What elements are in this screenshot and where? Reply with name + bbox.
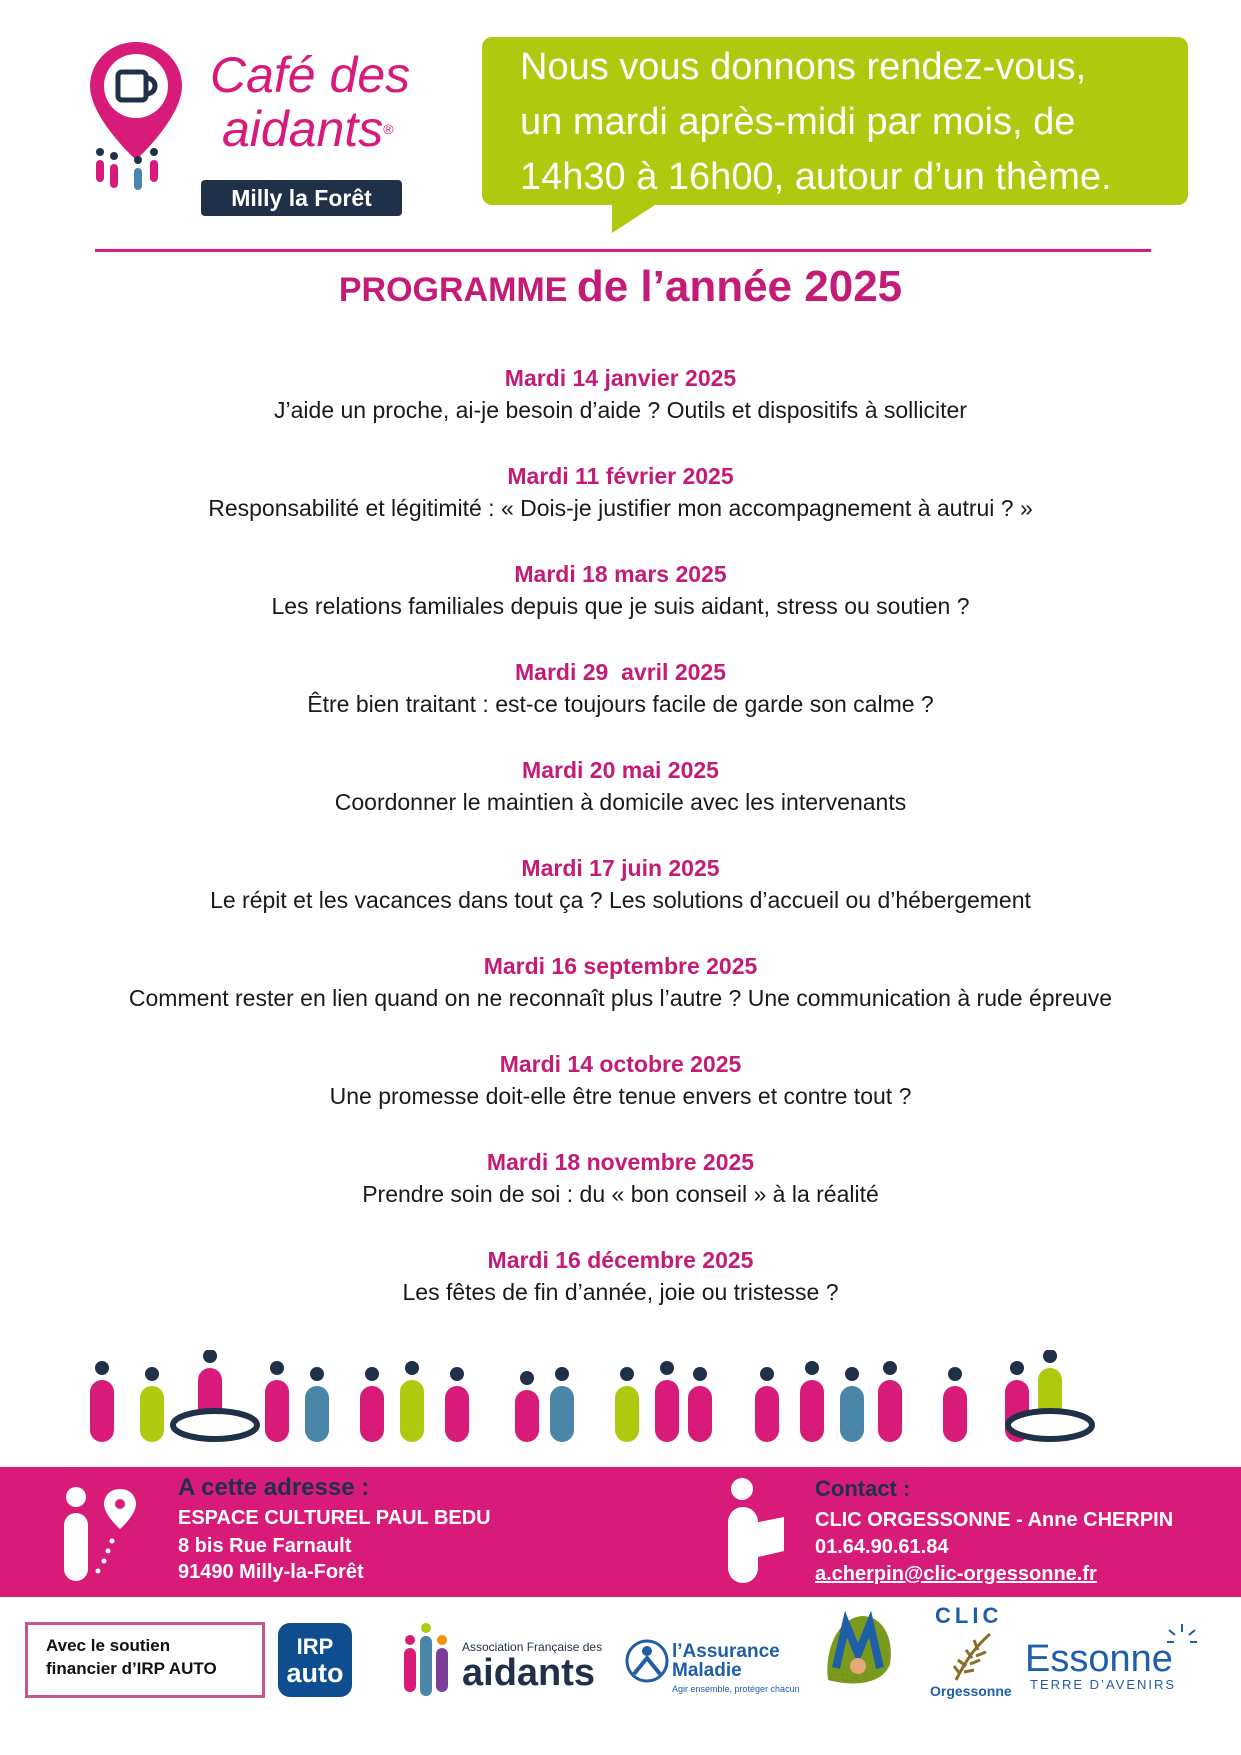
person-body: [360, 1386, 384, 1442]
list-item: [0, 950, 1241, 1014]
person-head: [760, 1367, 774, 1381]
event-date: Mardi 16 septembre 2025: [483, 953, 758, 979]
person-body: [878, 1380, 902, 1442]
contact-label: Contact :: [815, 1476, 911, 1501]
afa-people-icon: [396, 1620, 458, 1702]
person-body: [90, 1380, 114, 1442]
person-body: [800, 1380, 824, 1442]
list-item: [0, 656, 1241, 720]
event-date: Mardi 18 mars 2025: [514, 561, 727, 587]
logo-title-line2: aidants: [222, 101, 384, 157]
logo-title: [210, 48, 410, 156]
bubble-line: Nous vous donnons rendez-vous,: [520, 46, 1087, 88]
person-body: [943, 1386, 967, 1442]
person-body: [265, 1380, 289, 1442]
person-body: [550, 1386, 574, 1442]
person-head: [520, 1371, 534, 1385]
page-title-part1: PROGRAMME: [338, 271, 577, 309]
person-body: [755, 1386, 779, 1442]
event-list: [0, 362, 1241, 1342]
essonne-sun-icon: [1165, 1622, 1199, 1656]
person-body: [615, 1386, 639, 1442]
event-date: Mardi 14 octobre 2025: [499, 1051, 742, 1077]
list-item: [0, 362, 1241, 426]
person-head: [450, 1367, 464, 1381]
assurance-maladie-emblem-icon: [624, 1636, 670, 1686]
event-date: Mardi 20 mai 2025: [522, 757, 719, 783]
list-item: [0, 1146, 1241, 1210]
afa-logo: [462, 1640, 602, 1692]
am-line: Maladie: [672, 1660, 742, 1681]
person-head: [270, 1361, 284, 1375]
person-head: [310, 1367, 324, 1381]
clic-logo-text: CLIC: [935, 1603, 1003, 1628]
clic-wheat-icon: [946, 1630, 996, 1684]
event-date: Mardi 16 décembre 2025: [487, 1247, 754, 1273]
address-label: A cette adresse :: [178, 1474, 370, 1501]
person-body: [688, 1386, 712, 1442]
person-head: [365, 1367, 379, 1381]
address-city: 91490 Milly-la-Forêt: [178, 1561, 364, 1583]
person-head: [145, 1367, 159, 1381]
event-topic: Coordonner le maintien à domicile avec les intervenants: [334, 789, 907, 815]
afa-logo-small: Association Française des: [462, 1640, 603, 1654]
event-topic: Les fêtes de fin d’année, joie ou tristesse ?: [402, 1279, 839, 1305]
irp-logo-text: IRP: [296, 1634, 334, 1659]
event-topic: J’aide un proche, ai-je besoin d’aide ? Outils et dispositifs à solliciter: [274, 397, 967, 423]
bubble-text: [520, 40, 1180, 205]
list-item: [0, 852, 1241, 916]
list-item: [0, 460, 1241, 524]
event-topic: Les relations familiales depuis que je suis aidant, stress ou soutien ?: [271, 593, 970, 619]
logo-location-badge: Milly la Forêt: [201, 180, 402, 216]
am-line: l’Assurance: [672, 1641, 780, 1662]
support-line: financier d’IRP AUTO: [46, 1659, 217, 1678]
page-title: [0, 262, 1241, 312]
support-text: [46, 1634, 217, 1680]
page-title-part2: de l’année 2025: [576, 262, 903, 311]
list-item: [0, 558, 1241, 622]
event-topic: Le répit et les vacances dans tout ça ? Les solutions d’accueil ou d’hébergement: [210, 887, 1031, 913]
event-date: Mardi 18 novembre 2025: [486, 1149, 755, 1175]
contact-person-icon: [720, 1477, 786, 1587]
person-head: [620, 1367, 634, 1381]
essonne-logo-text: Essonne: [1025, 1638, 1173, 1680]
person-head: [845, 1367, 859, 1381]
support-line: Avec le soutien: [46, 1636, 171, 1655]
table-shape: [173, 1411, 257, 1439]
am-tagline: Agir ensemble, protéger chacun: [672, 1684, 800, 1694]
person-head: [203, 1350, 217, 1363]
event-topic: Responsabilité et légitimité : « Dois-je justifier mon accompagnement à autrui ? »: [208, 495, 1033, 521]
person-head: [693, 1367, 707, 1381]
bubble-line: un mardi après-midi par mois, de: [520, 101, 1076, 143]
assurance-maladie-logo: [672, 1642, 800, 1699]
cafe-logo-pin-icon: [88, 40, 184, 190]
person-body: [305, 1386, 329, 1442]
registered-mark: ®: [383, 121, 394, 137]
person-head: [1043, 1350, 1057, 1363]
table-shape: [1008, 1411, 1092, 1439]
address-venue: ESPACE CULTUREL PAUL BEDU: [178, 1507, 491, 1529]
person-body: [515, 1390, 539, 1442]
speech-bubble-tail: [612, 203, 658, 233]
person-head: [883, 1361, 897, 1375]
list-item: [0, 754, 1241, 818]
person-head: [805, 1361, 819, 1375]
address-street: 8 bis Rue Farnault: [178, 1535, 352, 1557]
person-head: [660, 1361, 674, 1375]
event-date: Mardi 29 avril 2025: [515, 659, 726, 685]
person-head: [1010, 1361, 1024, 1375]
person-body: [400, 1380, 424, 1442]
event-topic: Être bien traitant : est-ce toujours facile de garde son calme ?: [307, 691, 934, 717]
irp-auto-logo: [278, 1623, 352, 1697]
person-head: [948, 1367, 962, 1381]
contact-name: CLIC ORGESSONNE - Anne CHERPIN: [815, 1509, 1174, 1531]
irp-logo-text: auto: [286, 1658, 344, 1688]
person-body: [840, 1386, 864, 1442]
list-item: [0, 1244, 1241, 1308]
divider: [95, 249, 1151, 252]
essonne-logo-subtitle: TERRE D’AVENIRS: [1030, 1677, 1177, 1692]
contact-email-link[interactable]: a.cherpin@clic-orgessonne.fr: [815, 1563, 1097, 1585]
event-topic: Une promesse doit-elle être tenue envers et contre tout ?: [329, 1083, 912, 1109]
location-info-icon: [58, 1485, 138, 1585]
event-date: Mardi 11 février 2025: [507, 463, 734, 489]
event-date: Mardi 14 janvier 2025: [504, 365, 737, 391]
person-head: [405, 1361, 419, 1375]
afa-logo-big: aidants: [462, 1652, 596, 1694]
contact-phone: 01.64.90.61.84: [815, 1536, 949, 1558]
person-head: [95, 1361, 109, 1375]
event-date: Mardi 17 juin 2025: [521, 855, 720, 881]
event-topic: Prendre soin de soi : du « bon conseil » à la réalité: [362, 1181, 879, 1207]
ccas-logo-text: C.C.A.S: [830, 1672, 870, 1684]
list-item: [0, 1048, 1241, 1112]
people-illustration: [70, 1350, 1180, 1460]
logo-title-line1: Café des: [210, 47, 411, 103]
ccas-milly-logo-icon: [818, 1610, 898, 1704]
clic-logo-subtitle: Orgessonne: [930, 1683, 1012, 1699]
bubble-line: 14h30 à 16h00, autour d’un thème.: [520, 156, 1112, 198]
person-body: [655, 1380, 679, 1442]
person-head: [555, 1367, 569, 1381]
event-topic: Comment rester en lien quand on ne reconnaît plus l’autre ? Une communication à rude épreuve: [128, 985, 1113, 1011]
person-body: [445, 1386, 469, 1442]
person-body: [140, 1386, 164, 1442]
